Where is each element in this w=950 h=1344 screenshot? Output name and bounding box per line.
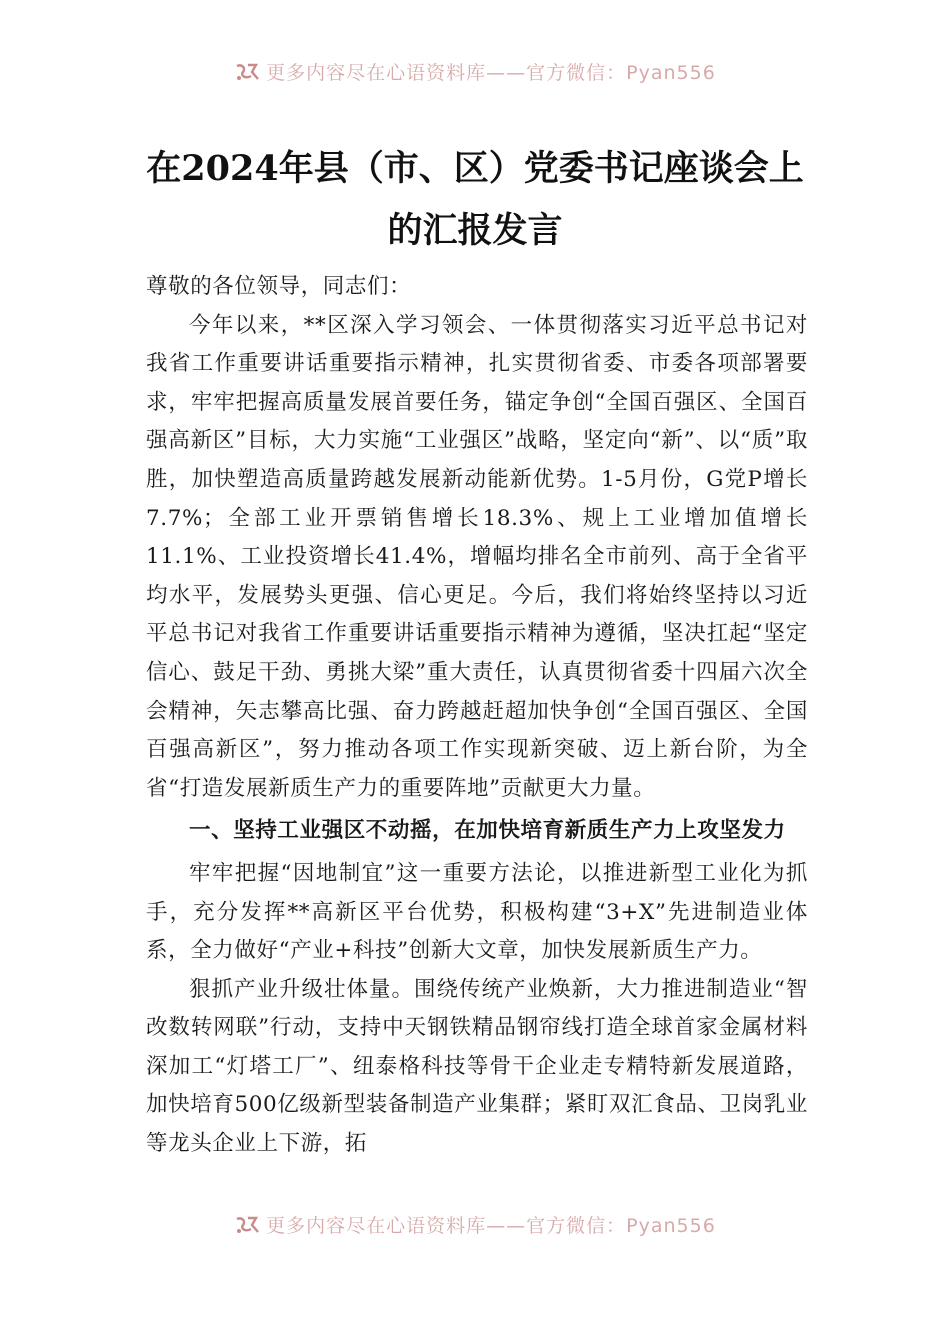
title-line-1: 在2024年县（市、区）党委书记座谈会上 [146,148,804,189]
paragraph-industry-upgrade: 狠抓产业升级壮体量。围绕传统产业焕新，大力推进制造业“智改数转网联”行动，支持中天钢铁精品钢帘线打造全球首家金属材料深加工“灯塔工厂”、纽泰格科技等骨干企业走专精特新发展道路，加快培育500亿级新型装备制造产业集群；紧盯双汇食品、卫岗乳业等龙头企业上下游，拓 [146,976,808,1157]
watermark-text: 更多内容尽在心语资料库——官方微信：Pyan556 [266,62,716,84]
document-title [120,138,830,262]
paragraph-intro: 今年以来，**区深入学习领会、一体贯彻落实习近平总书记对我省工作重要讲话重要指示精神，扎实贯彻省委、市委各项部署要求，牢牢把握高质量发展首要任务，锚定争创“全国百强区、全国百强高新区”目标，大力实施“工业强区”战略，坚定向“新”、以“质”取胜，加快塑造高质量跨越发展新动能新优势。1-5月份，G党P增长7.7%；全部工业开票销售增长18.3%、规上工业增加值增长11.1%、工业投资增长41.4%，增幅均排名全市前列、高于全省平均水平，发展势头更强、信心更足。今后，我们将始终坚持以习近平总书记对我省工作重要讲话重要指示精神为遵循，坚决扛起“坚定信心、鼓足干劲、勇挑大梁”重大责任，认真贯彻省委十四届六次全会精神，矢志攀高比强、奋力跨越赶超加快争创“全国百强区、全国百强高新区”，努力推动各项工作实现新突破、迈上新台阶，为全省“打造发展新质生产力的重要阵地”贡献更大力量。 [146,312,808,801]
title-line-2: 的汇报发言 [387,210,563,251]
salutation: 尊敬的各位领导，同志们： [146,274,412,299]
paragraph-section-1: 牢牢把握“因地制宜”这一重要方法论，以推进新型工业化为抓手，充分发挥**高新区平台优势，积极构建“3+X”先进制造业体系，全力做好“产业+科技”创新大文章，加快发展新质生产力。 [146,860,808,964]
watermark-text: 更多内容尽在心语资料库——官方微信：Pyan556 [266,1215,716,1237]
watermark-top [0,58,950,85]
section-heading-1: 一、坚持工业强区不动摇，在加快培育新质生产力上攻坚发力 [189,818,786,844]
document-body [146,268,808,1164]
watermark-bottom [0,1211,950,1238]
logo-icon [234,62,262,82]
logo-icon [234,1215,262,1235]
